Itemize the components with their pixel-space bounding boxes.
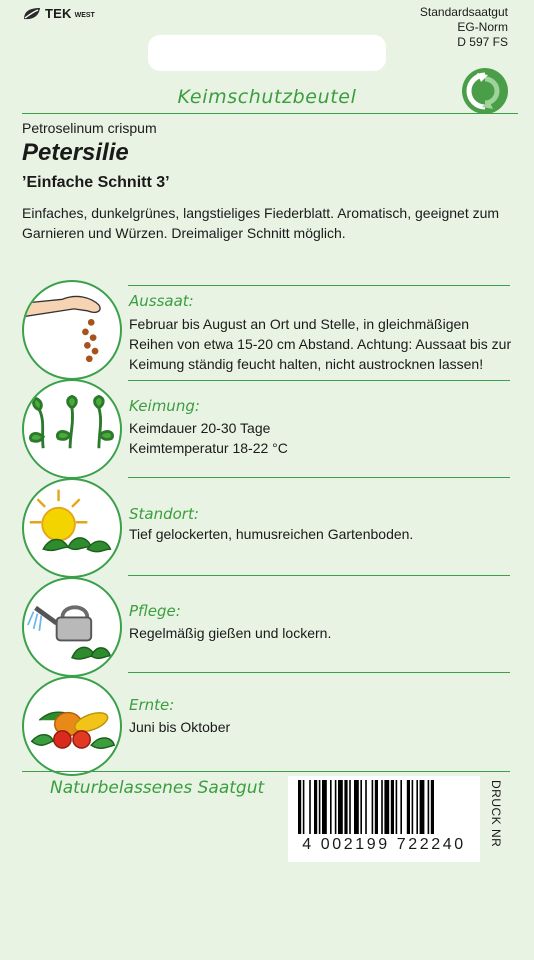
barcode-bar xyxy=(335,780,337,834)
barcode-bar xyxy=(354,780,359,834)
standard-info xyxy=(420,5,508,50)
natural-seed-label: Naturbelassenes Saatgut xyxy=(50,778,265,798)
barcode-bar xyxy=(365,780,367,834)
harvest-vegetables-icon xyxy=(22,676,122,776)
barcode-bar xyxy=(416,780,418,834)
barcode-number: 4 002199 722240 xyxy=(292,836,476,854)
print-number-label: DRUCK NR xyxy=(489,780,503,848)
barcode-bar xyxy=(322,780,327,834)
latin-name: Petroselinum crispum xyxy=(22,120,157,136)
section-title-pflege: Pflege: xyxy=(129,602,181,620)
product-description: Einfaches, dunkelgrünes, langstieliges Fiederblatt. Aromatisch, geeignet zum Garnieren und Würzen. Dreimaliger Schnitt möglich. xyxy=(22,205,500,241)
barcode-bar xyxy=(391,780,394,834)
barcode-bar xyxy=(319,780,321,834)
barcode-bar xyxy=(372,780,374,834)
barcode-bar xyxy=(381,780,383,834)
label-blank-field xyxy=(148,35,386,71)
section-text-standort: Tief gelockerten, humusreichen Gartenboden. xyxy=(129,526,414,542)
divider xyxy=(128,285,510,286)
barcode-bar xyxy=(428,780,430,834)
product-name: Petersilie xyxy=(22,139,129,166)
divider xyxy=(128,575,510,576)
barcode-bar xyxy=(298,780,301,834)
section-title-ernte: Ernte: xyxy=(129,696,175,714)
barcode-bar xyxy=(338,780,343,834)
barcode-bar xyxy=(396,780,398,834)
section-text-aussaat: Februar bis August an Ort und Stelle, in gleichmäßigen Reihen von etwa 15-20 cm Abstand. Achtung: Aussaat bis zur Keimung ständig feucht halten, nicht austrocknen lassen! xyxy=(129,316,512,372)
barcode-bar xyxy=(314,780,317,834)
barcode-bar xyxy=(349,780,351,834)
section-text-ernte: Juni bis Oktober xyxy=(129,719,231,735)
barcode-bar xyxy=(400,780,402,834)
standard-line-1: Standardsaatgut xyxy=(419,5,508,19)
leaf-logo-icon xyxy=(22,7,42,21)
section-text-pflege: Regelmäßig gießen und lockern. xyxy=(129,625,332,641)
brand-suffix: WEST xyxy=(74,11,95,19)
divider xyxy=(128,380,510,381)
brand-name: TEK xyxy=(45,6,72,21)
seedlings-icon xyxy=(22,379,122,479)
barcode-bar xyxy=(412,780,414,834)
barcode-bar xyxy=(360,780,362,834)
barcode-bar xyxy=(384,780,389,834)
watering-can-icon xyxy=(22,577,122,677)
section-text-keimung: Keimdauer 20-30 Tage Keimtemperatur 18-22 °C xyxy=(129,420,288,456)
section-title-aussaat: Aussaat: xyxy=(129,292,194,310)
pouch-subtitle: Keimschutzbeutel xyxy=(177,86,357,108)
section-title-standort: Standort: xyxy=(129,505,199,523)
barcode-bar xyxy=(309,780,311,834)
barcode-bar xyxy=(375,780,378,834)
barcode-bar xyxy=(344,780,347,834)
standard-line-2: EG-Norm xyxy=(457,20,508,34)
divider xyxy=(128,672,510,673)
divider xyxy=(128,477,510,478)
divider xyxy=(22,771,510,772)
barcode-bar xyxy=(431,780,434,834)
barcode-bar xyxy=(420,780,425,834)
hand-sowing-seeds-icon xyxy=(22,280,122,380)
barcode-bars xyxy=(288,776,480,836)
section-title-keimung: Keimung: xyxy=(129,397,200,415)
brand-logo xyxy=(22,6,95,21)
sun-plants-icon xyxy=(22,478,122,578)
variety-name: ’Einfache Schnitt 3’ xyxy=(22,174,170,191)
barcode-bar xyxy=(303,780,305,834)
divider xyxy=(22,113,518,114)
standard-line-3: D 597 FS xyxy=(457,35,508,49)
barcode-bar xyxy=(407,780,410,834)
barcode-bar xyxy=(330,780,332,834)
